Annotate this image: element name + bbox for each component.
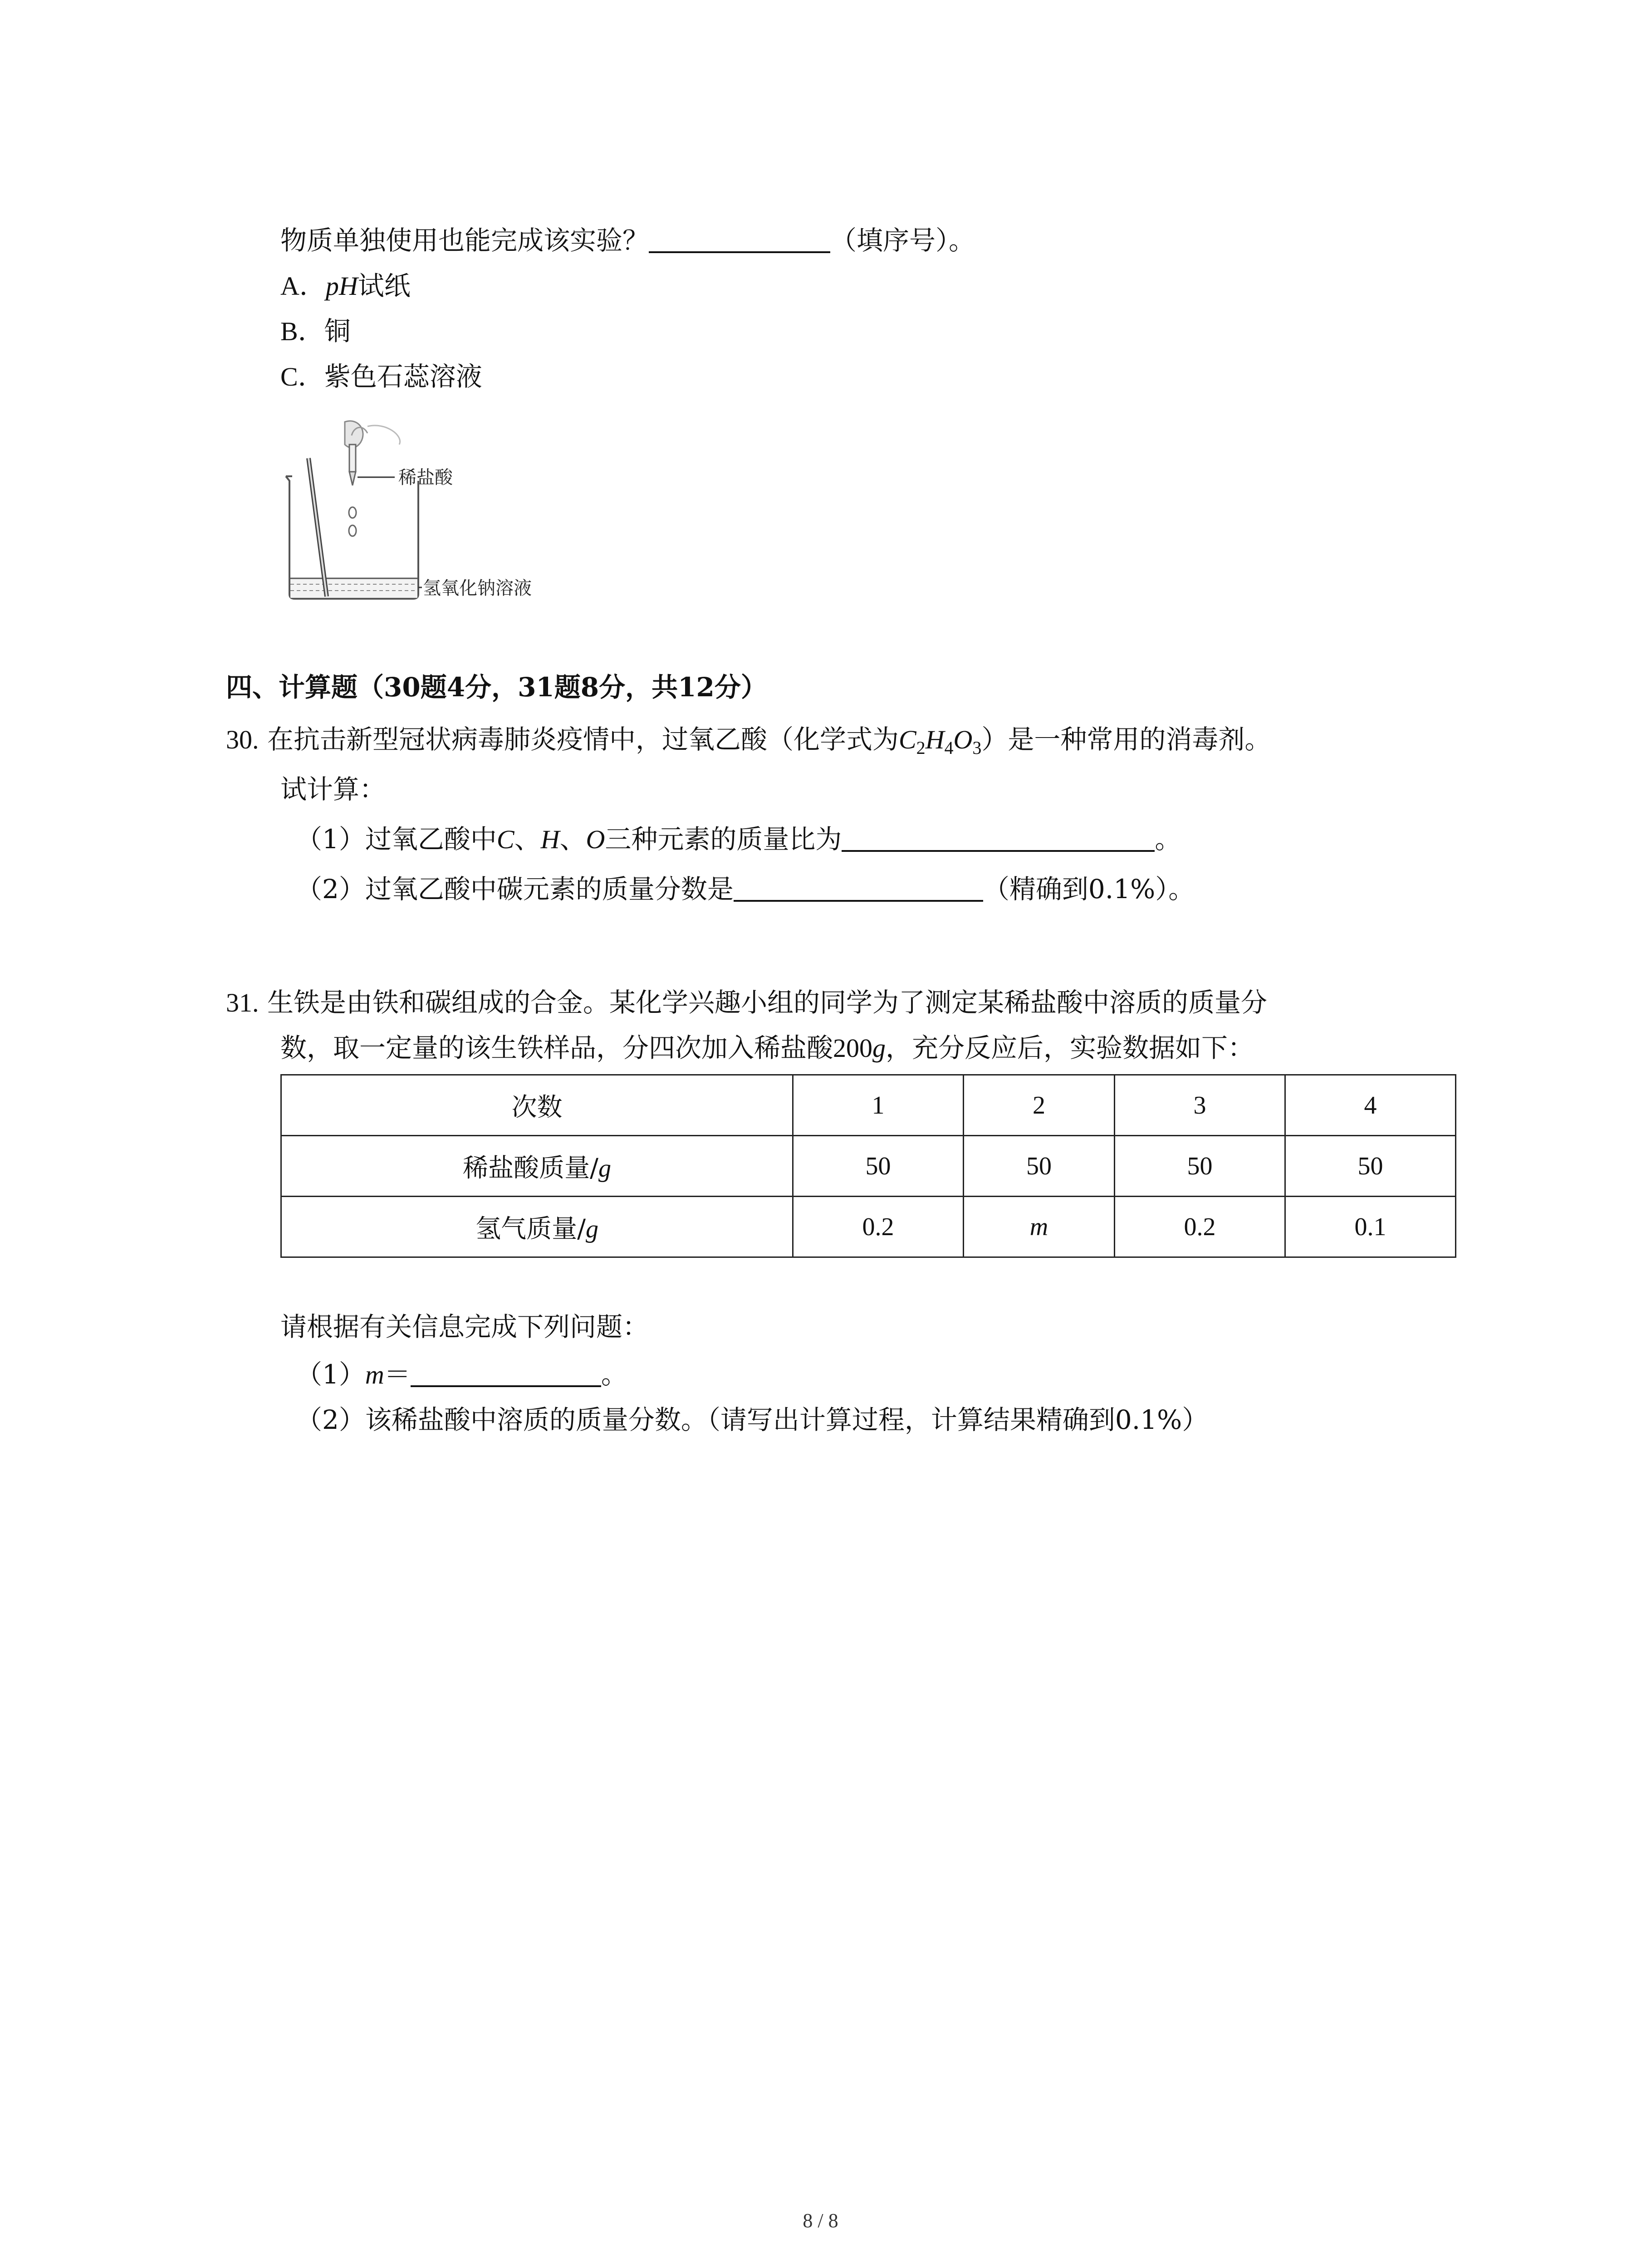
option-c: C．紫色石蕊溶液 bbox=[280, 361, 482, 392]
question-31-prompt: 请根据有关信息完成下列问题： bbox=[280, 1311, 649, 1342]
table-cell: 50 bbox=[964, 1136, 1115, 1197]
hand-sketch bbox=[367, 425, 400, 445]
dropper-tube bbox=[349, 445, 356, 472]
answer-blank[interactable] bbox=[649, 224, 830, 253]
table-cell: 0.1 bbox=[1285, 1197, 1456, 1257]
table-header-cell: 1 bbox=[793, 1075, 964, 1136]
droplet bbox=[349, 507, 356, 518]
table-row bbox=[281, 1136, 1456, 1197]
droplet bbox=[349, 525, 356, 536]
table-header-cell: 4 bbox=[1285, 1075, 1456, 1136]
answer-blank[interactable] bbox=[842, 823, 1155, 852]
intro-text: 物质单独使用也能完成该实验？ bbox=[280, 225, 649, 256]
question-30-line1: 30. 在抗击新型冠状病毒肺炎疫情中，过氧乙酸（化学式为$C_2H_4O_3$）是一种常用的消毒剂。 bbox=[226, 724, 1271, 758]
table-cell: 0.2 bbox=[1115, 1197, 1285, 1257]
table-cell: 50 bbox=[1285, 1136, 1456, 1197]
solution bbox=[290, 578, 417, 598]
option-b: B．铜 bbox=[280, 316, 351, 347]
table-header-label: 次数 bbox=[281, 1075, 793, 1136]
table-cell: 50 bbox=[793, 1136, 964, 1197]
table-row bbox=[281, 1197, 1456, 1257]
dropper-bulb bbox=[345, 421, 363, 448]
table-cell-unknown-m: m bbox=[964, 1197, 1115, 1257]
question-31-line1: 31. 生铁是由铁和碳组成的合金。某化学兴趣小组的同学为了测定某稀盐酸中溶质的质量分 bbox=[226, 987, 1267, 1018]
apparatus-illustration bbox=[277, 417, 558, 621]
row-label-hcl-mass: 稀盐酸质量/g bbox=[281, 1136, 793, 1197]
table-row bbox=[281, 1075, 1456, 1136]
beaker-dropper-figure bbox=[277, 417, 558, 621]
page-number: 8 / 8 bbox=[803, 2209, 838, 2232]
question-30-sub1: （1）过氧乙酸中C、H、O三种元素的质量比为 。 bbox=[296, 824, 1181, 855]
label-naoh-solution: 氢氧化钠溶液 bbox=[423, 578, 532, 599]
question-31-sub2: （2）该稀盐酸中溶质的质量分数。（请写出计算过程，计算结果精确到0.1%） bbox=[296, 1404, 1209, 1435]
question-31-line2: 数，取一定量的该生铁样品，分四次加入稀盐酸200g，充分反应后，实验数据如下： bbox=[280, 1032, 1254, 1063]
intro-question-line bbox=[280, 222, 975, 259]
table-cell: 0.2 bbox=[793, 1197, 964, 1257]
section-heading: 四、计算题（30题4分，31题8分，共12分） bbox=[226, 672, 767, 703]
intro-suffix: （填序号）。 bbox=[830, 225, 975, 256]
label-dilute-hcl: 稀盐酸 bbox=[398, 467, 453, 488]
question-30-line2: 试计算： bbox=[280, 774, 386, 805]
table-header-cell: 2 bbox=[964, 1075, 1115, 1136]
row-label-hydrogen-mass: 氢气质量/g bbox=[281, 1197, 793, 1257]
question-30-sub2: （2）过氧乙酸中碳元素的质量分数是 （精确到0.1%）。 bbox=[296, 874, 1195, 904]
answer-blank[interactable] bbox=[734, 873, 983, 902]
table-cell: 50 bbox=[1115, 1136, 1285, 1197]
experiment-data-table bbox=[280, 1074, 1456, 1258]
option-a: A．pH试纸 bbox=[280, 270, 411, 301]
question-31-sub1: （1）m＝ 。 bbox=[296, 1359, 627, 1390]
dropper-tip bbox=[349, 472, 356, 485]
answer-blank[interactable] bbox=[411, 1358, 601, 1387]
table-header-cell: 3 bbox=[1115, 1075, 1285, 1136]
